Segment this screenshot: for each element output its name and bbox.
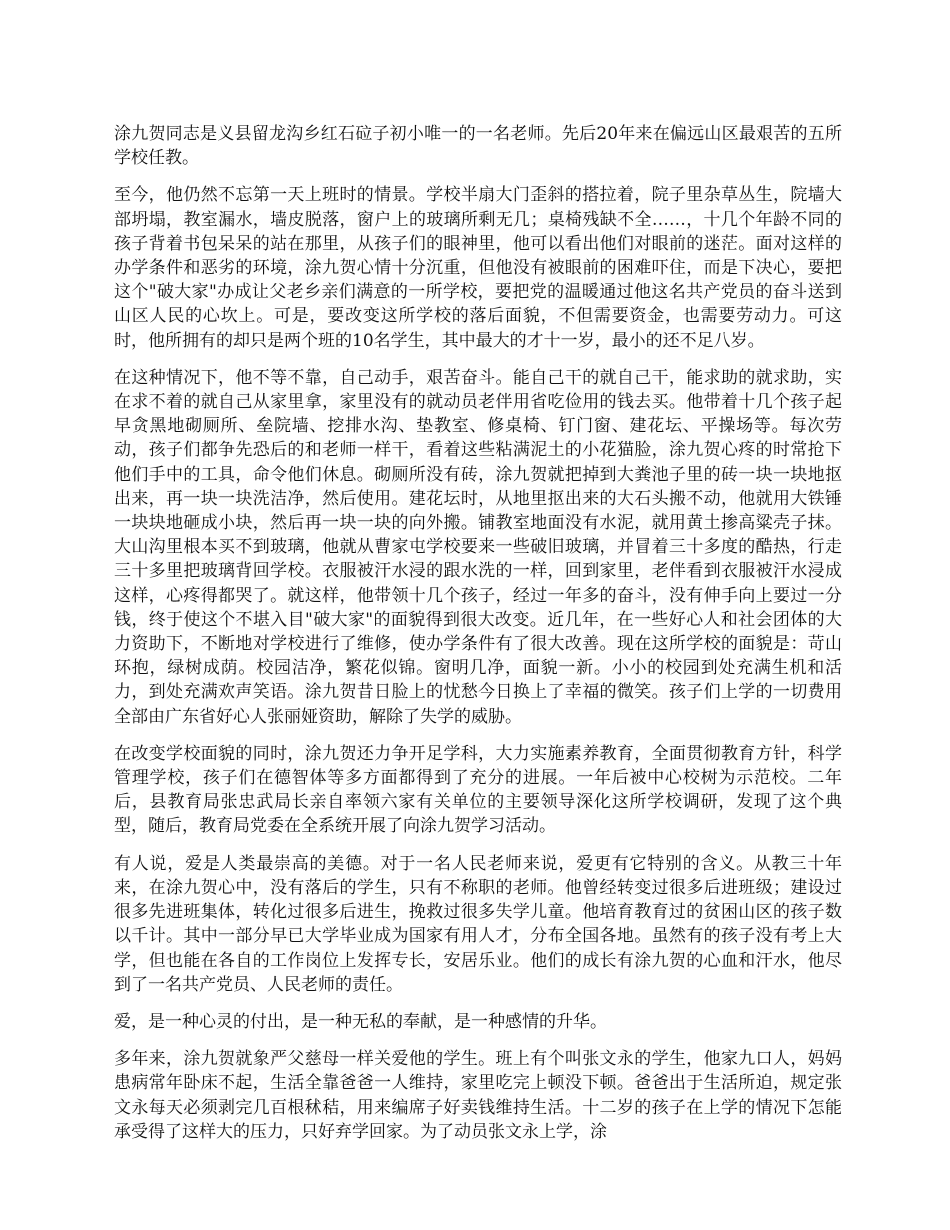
- paragraph-5: 有人说，爱是人类最崇高的美德。对于一名人民老师来说，爱更有它特别的含义。从教三十年来，在涂九贺心中，没有落后的学生，只有不称职的老师。他曾经转变过很多后进班级；建设过很多先进班集体，转化过很多后进生，挽救过很多失学儿童。他培育教育过的贫困山区的孩子数以千计。其中一部分早已大学毕业成为国家有用人才，分布全国各地。虽然有的孩子没有考上大学，但也能在各自的工作岗位上发挥专长，安居乐业。他们的成长有涂九贺的心血和汗水，他尽到了一名共产党员、人民老师的责任。: [114, 853, 842, 995]
- paragraph-1: 涂九贺同志是义县留龙沟乡红石砬子初小唯一的一名老师。先后20年来在偏远山区最艰苦的五所学校任教。: [114, 124, 842, 169]
- paragraph-3: 在这种情况下，他不等不靠，自己动手，艰苦奋斗。能自己干的就自己干，能求助的就求助，实在求不着的就自己从家里拿，家里没有的就动员老伴用省吃俭用的钱去买。他带着十几个孩子起早贪黑地砌厕所、垒院墙、挖排水沟、垫教室、修桌椅、钉门窗、建花坛、平操场等。每次劳动，孩子们都争先恐后的和老师一样干，看着这些粘满泥土的小花猫脸，涂九贺心疼的时常抢下他们手中的工具，命令他们休息。砌厕所没有砖，涂九贺就把掉到大粪池子里的砖一块一块地抠出来，再一块一块洗洁净，然后使用。建花坛时，从地里抠出来的大石头搬不动，他就用大铁锤一块块地砸成小块，然后再一块一块的向外搬。铺教室地面没有水泥，就用黄土掺高粱壳子抹。大山沟里根本买不到玻璃，他就从曹家屯学校要来一些破旧玻璃，并冒着三十多度的酷热，行走三十多里把玻璃背回学校。衣服被汗水浸的跟水洗的一样，回到家里，老伴看到衣服被汗水浸成这样，心疼得都哭了。就这样，他带领十几个孩子，经过一年多的奋斗，没有伸手向上要过一分钱，终于使这个不堪入目"破大家"的面貌得到很大改变。近几年，在一些好心人和社会团体的大力资助下，不断地对学校进行了维修，使办学条件有了很大改善。现在这所学校的面貌是：苛山环抱，绿树成荫。校园洁净，繁花似锦。窗明几净，面貌一新。小小的校园到处充满生机和活力，到处充满欢声笑语。涂九贺昔日脸上的忧愁今日换上了幸福的微笑。孩子们上学的一切费用全部由广东省好心人张丽娅资助，解除了失学的威胁。: [114, 367, 842, 727]
- paragraph-7: 多年来，涂九贺就象严父慈母一样关爱他的学生。班上有个叫张文永的学生，他家九口人，妈妈患病常年卧床不起，生活全靠爸爸一人维持，家里吃完上顿没下顿。爸爸出于生活所迫，规定张文永每天必须剥完几百根秫秸，用来编席子好卖钱维持生活。十二岁的孩子在上学的情况下怎能承受得了这样大的压力，只好弃学回家。为了动员张文永上学，涂: [114, 1049, 842, 1142]
- paragraph-4: 在改变学校面貌的同时，涂九贺还力争开足学科，大力实施素养教育，全面贯彻教育方针，科学管理学校，孩子们在德智体等多方面都得到了充分的进展。一年后被中心校树为示范校。二年后，县教育局张忠武局长亲自率领六家有关单位的主要领导深化这所学校调研，发现了这个典型，随后，教育局党委在全系统开展了向涂九贺学习活动。: [114, 743, 842, 837]
- paragraph-2: 至今，他仍然不忘第一天上班时的情景。学校半扇大门歪斜的搭拉着，院子里杂草丛生，院墙大部坍塌，教室漏水，墙皮脱落，窗户上的玻璃所剩无几；桌椅残缺不全……，十几个年龄不同的孩子背着书包呆呆的站在那里，从孩子们的眼神里，他可以看出他们对眼前的迷茫。面对这样的办学条件和恶劣的环境，涂九贺心情十分沉重，但他没有被眼前的困难吓住，而是下决心，要把这个"破大家"办成让父老乡亲们满意的一所学校，要把党的温暖通过他这名共产党员的奋斗送到山区人民的心坎上。可是，要改变这所学校的落后面貌，不但需要资金，也需要劳动力。可这时，他所拥有的却只是两个班的10名学生，其中最大的才十一岁，最小的还不足八岁。: [114, 185, 842, 351]
- paragraph-6: 爱，是一种心灵的付出，是一种无私的奉献，是一种感情的升华。: [114, 1011, 607, 1032]
- document-body: [114, 122, 842, 1157]
